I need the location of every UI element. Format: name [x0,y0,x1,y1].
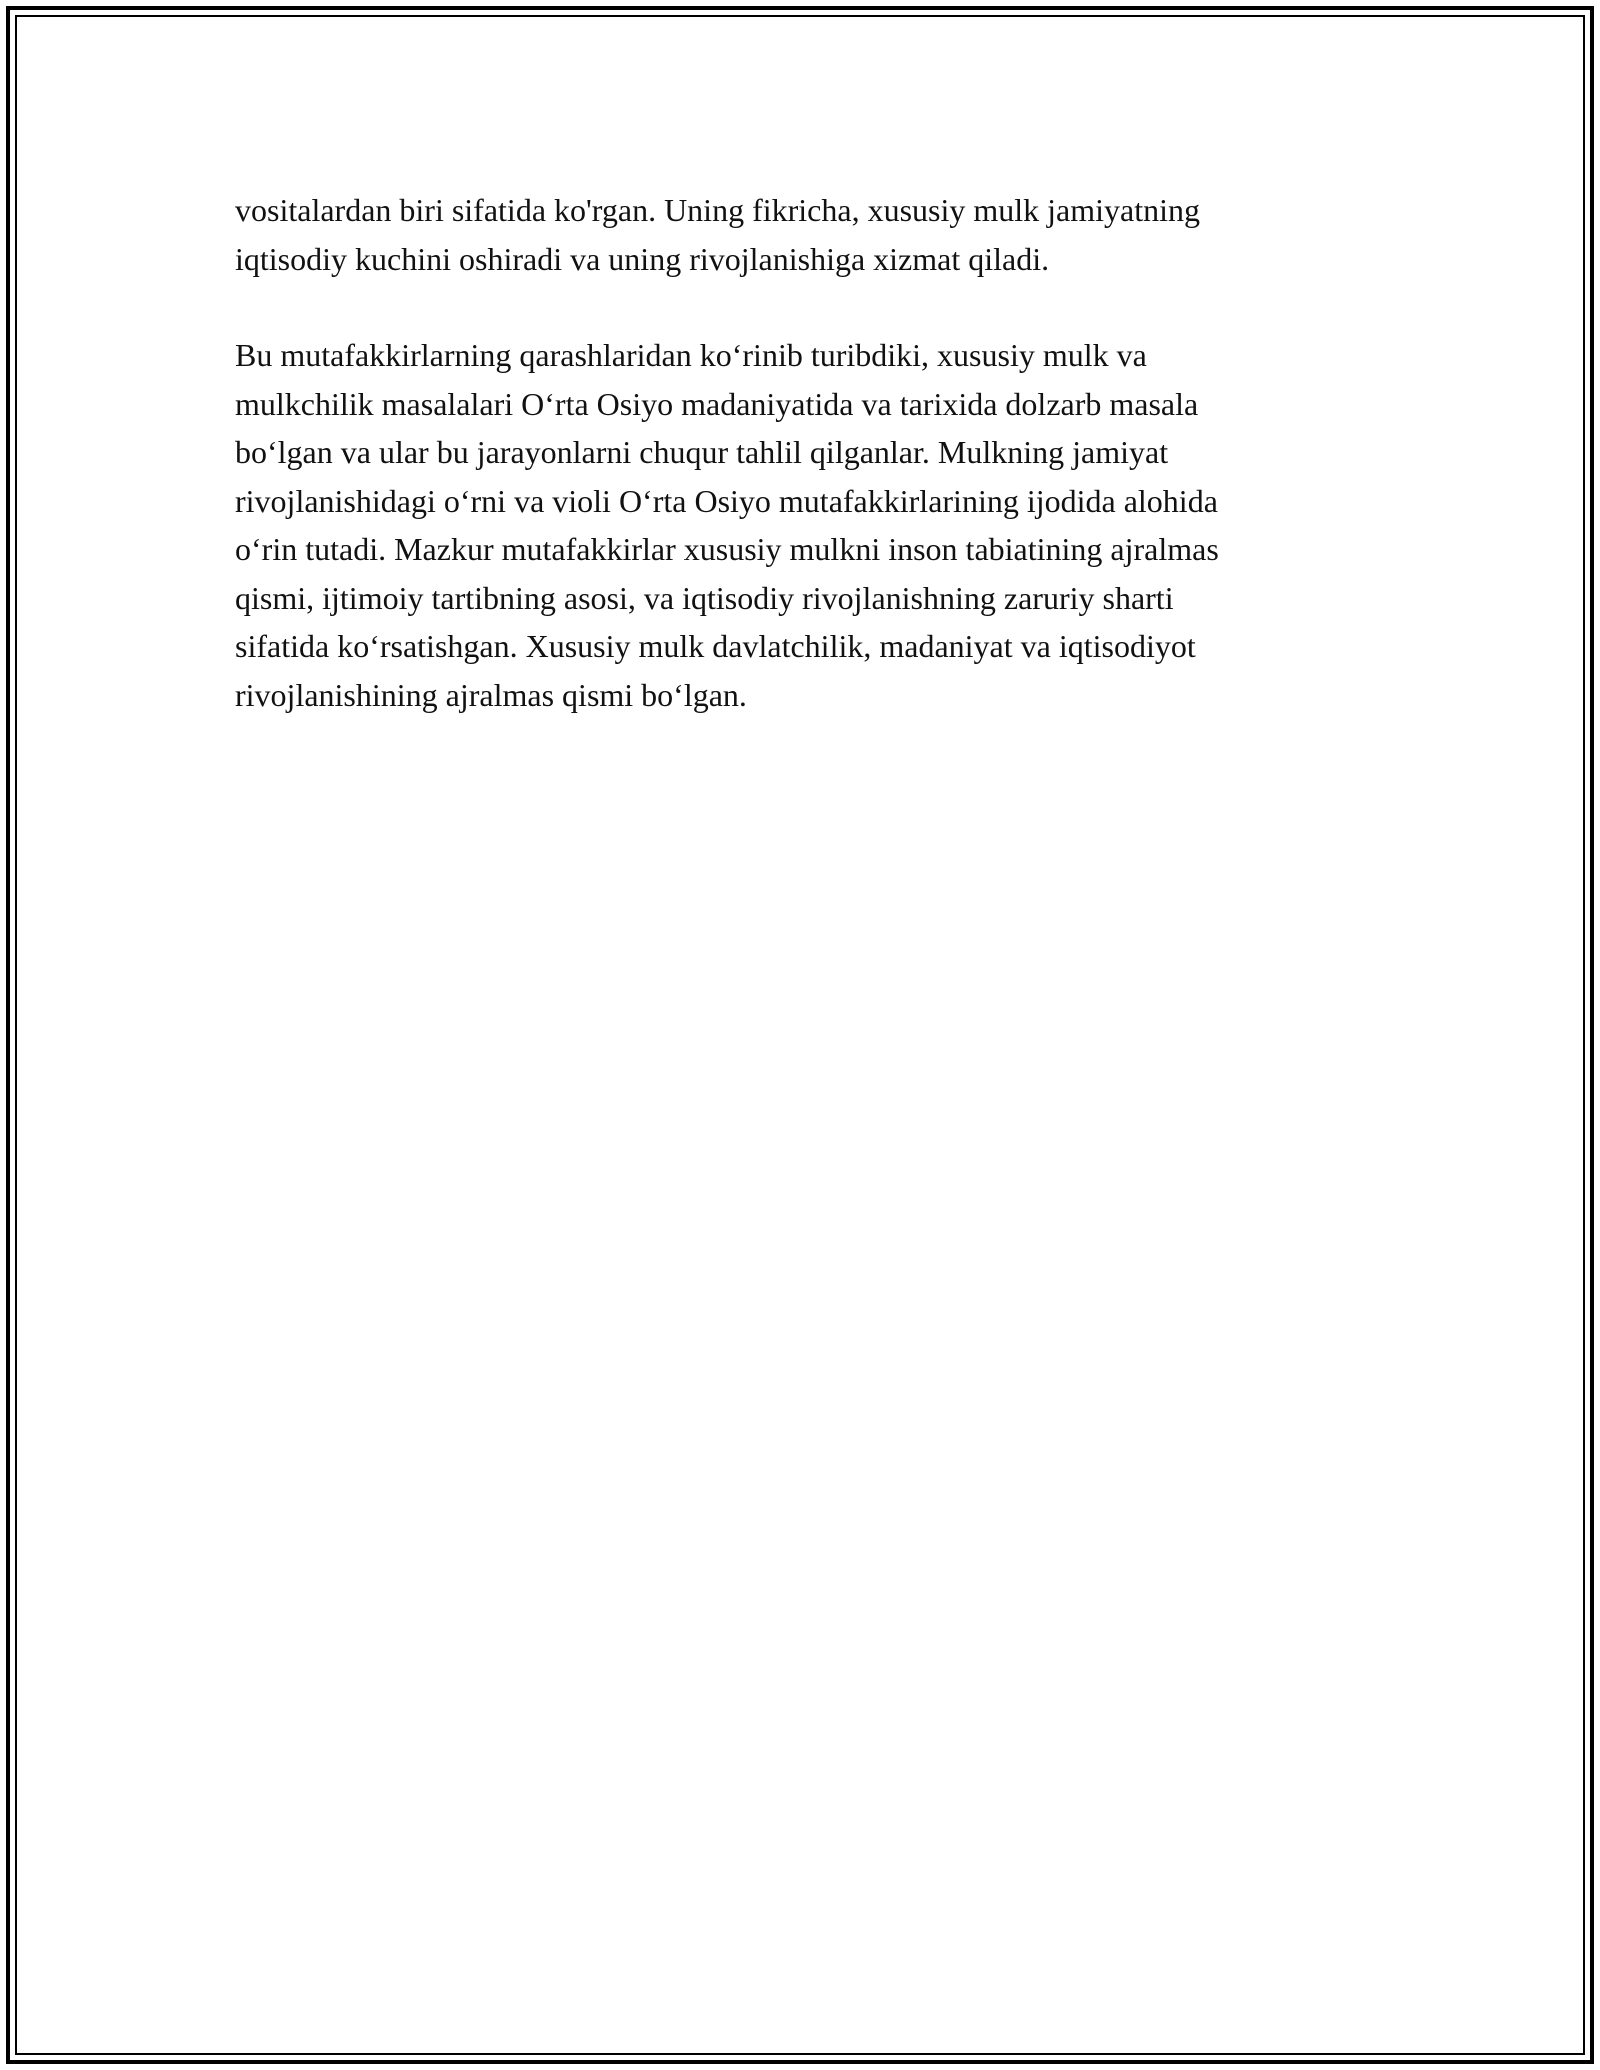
text-line: rivojlanishining ajralmas qismi boʻlgan. [235,676,747,713]
text-line: vositalardan biri sifatida ko'rgan. Uning fikricha, xususiy mulk jamiyatning [235,192,1200,228]
paragraph-2 [235,331,1385,719]
document-body [235,186,1385,719]
paragraph-1 [235,186,1385,283]
text-line: iqtisodiy kuchini oshiradi va uning rivojlanishiga xizmat qiladi. [235,240,1050,277]
text-line: Bu mutafakkirlarning qarashlaridan koʻrinib turibdiki, xususiy mulk va [235,337,1147,373]
text-line: sifatida koʻrsatishgan. Xususiy mulk davlatchilik, madaniyat va iqtisodiyot [235,628,1196,664]
text-line: rivojlanishidagi oʻrni va violi Oʻrta Osiyo mutafakkirlarining ijodida alohida [235,482,1218,519]
text-line: boʻlgan va ular bu jarayonlarni chuqur tahlil qilganlar. Mulkning jamiyat [235,434,1169,470]
text-line: qismi, ijtimoiy tartibning asosi, va iqtisodiy rivojlanishning zaruriy sharti [235,579,1174,616]
text-line: oʻrin tutadi. Mazkur mutafakkirlar xususiy mulkni inson tabiatining ajralmas [235,531,1219,567]
text-line: mulkchilik masalalari Oʻrta Osiyo madaniyatida va tarixida dolzarb masala [235,385,1199,422]
